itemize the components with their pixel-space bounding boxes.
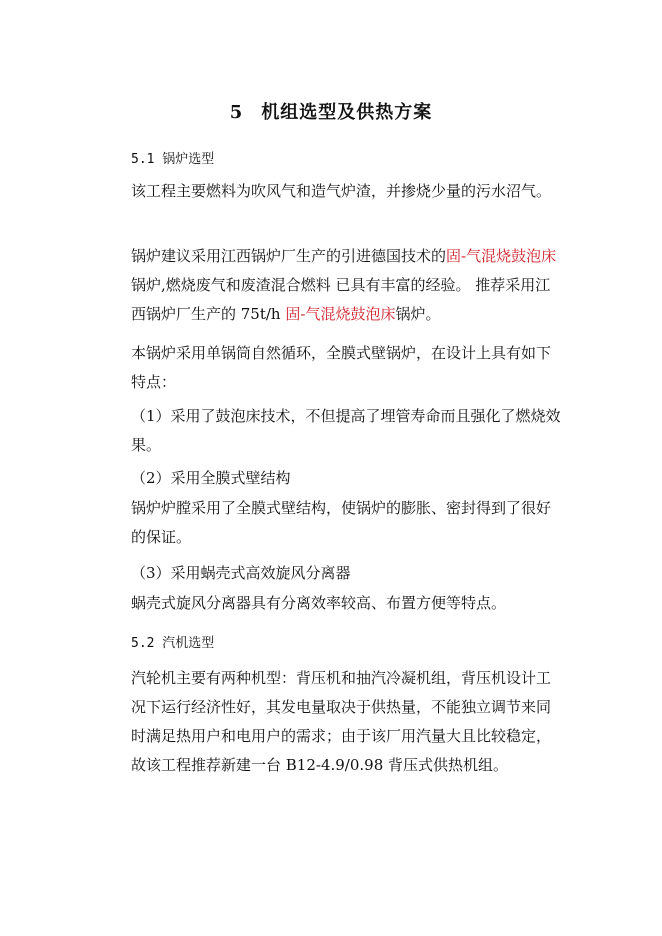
feature-1: （1）采用了鼓泡床技术，不但提高了埋管寿命而且强化了燃烧效果。 [131,407,561,454]
boiler-text-b: 锅炉,燃烧废气和废渣混合燃料 已具有丰富的经验。 推荐采用江西锅炉厂生产的 75t/h [131,276,551,323]
paragraph-boiler-recommendation [131,242,561,329]
chapter-number: 5 [229,102,244,123]
boiler-type-highlight-1: 固-气混烧鼓泡床 [446,247,557,265]
section-5-2-title: 5.2 汽机选型 [131,636,215,651]
feature-3-body: 蜗壳式旋风分离器具有分离效率较高、布置方便等特点。 [131,594,507,612]
feature-3-title: （3）采用蜗壳式高效旋风分离器 [131,564,351,582]
chapter-title-text: 机组选型及供热方案 [261,102,433,123]
chapter-title [0,98,662,124]
boiler-text-c: 锅炉。 [395,305,441,323]
feature-2-body: 锅炉炉膛采用了全膜式壁结构，使锅炉的膨胀、密封得到了很好的保证。 [131,499,552,546]
boiler-text-a: 锅炉建议采用江西锅炉厂生产的引进德国技术的 [131,247,447,265]
boiler-type-highlight-2: 固-气混烧鼓泡床 [285,305,396,323]
paragraph-turbine: 汽轮机主要有两种机型：背压机和抽汽冷凝机组，背压机设计工况下运行经济性好，其发电量取决于供热量，不能独立调节来同时满足热用户和电用户的需求；由于该厂用汽量大且比较稳定，故该工程推荐新建一台 B12-4.9/0.98 背压式供热机组。 [131,669,552,774]
paragraph-fuel: 该工程主要燃料为吹风气和造气炉渣，并掺烧少量的污水沼气。 [131,182,552,200]
section-5-1-title: 5.1 锅炉选型 [131,152,215,167]
paragraph-boiler-features-intro: 本锅炉采用单锅筒自然循环，全膜式壁锅炉，在设计上具有如下特点： [131,344,552,391]
feature-2-title: （2）采用全膜式壁结构 [131,469,291,487]
